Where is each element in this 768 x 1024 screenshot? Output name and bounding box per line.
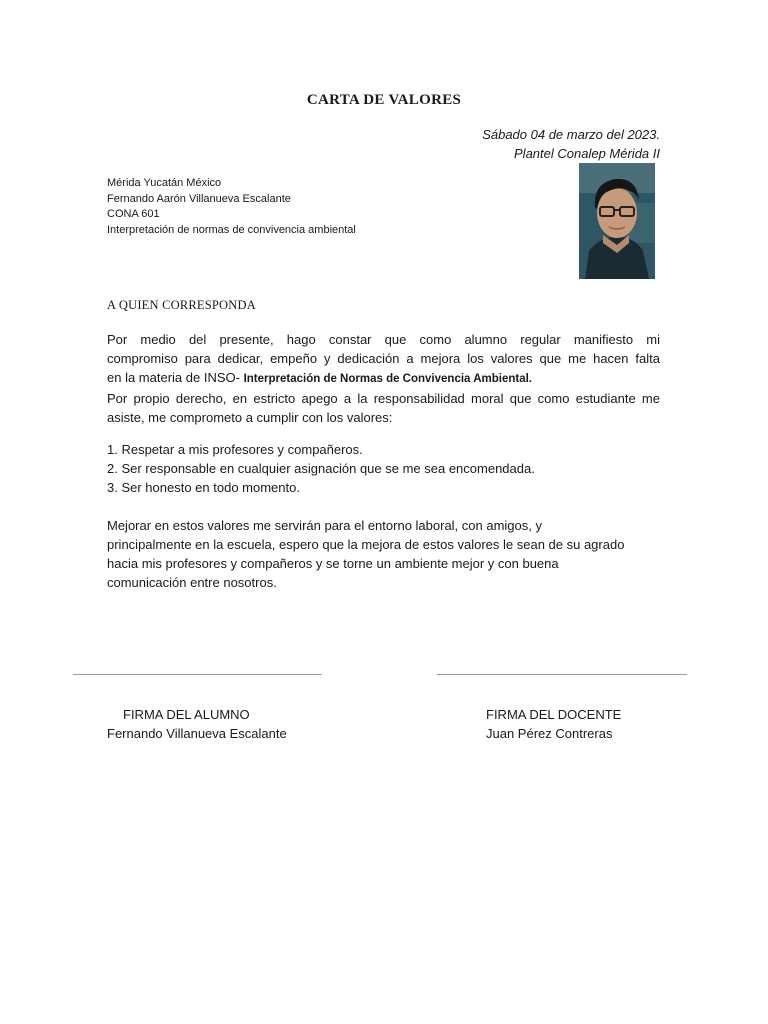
teacher-signature-line: [437, 674, 687, 675]
list-item: 2. Ser responsable en cualquier asignación que se me sea encomendada.: [107, 461, 535, 476]
list-item: 3. Ser honesto en todo momento.: [107, 480, 300, 495]
list-item: 1. Respetar a mis profesores y compañeros.: [107, 442, 363, 457]
campus-line: Plantel Conalep Mérida II: [514, 146, 660, 161]
date-block: [482, 125, 660, 163]
teacher-signature-block: [486, 705, 621, 743]
teacher-signature-label: FIRMA DEL DOCENTE: [486, 707, 622, 722]
paragraph-closing: [107, 516, 660, 592]
student-signature-block: [107, 705, 287, 743]
group: CONA 601: [107, 208, 160, 220]
date-line: Sábado 04 de marzo del 2023.: [482, 127, 660, 142]
paragraph-intro: [107, 330, 660, 427]
paragraph-intro-line-3: [107, 368, 660, 389]
subject-name-bold: Interpretación de Normas de Convivencia Ambiental.: [243, 373, 532, 385]
paragraph-closing-line-4: comunicación entre nosotros.: [107, 575, 277, 590]
paragraph-closing-line-1: Mejorar en estos valores me servirán para el entorno laboral, con amigos, y: [107, 518, 542, 533]
paragraph-intro-line-2: compromiso para dedicar, empeño y dedicación a mejora los valores que me hacen falta: [107, 351, 660, 366]
student-signature-name: Fernando Villanueva Escalante: [107, 726, 287, 741]
paragraph-closing-line-3: hacia mis profesores y compañeros y se torne un ambiente mejor y con buena: [107, 556, 559, 571]
location: Mérida Yucatán México: [107, 177, 222, 189]
paragraph-closing-line-2: principalmente en la escuela, espero que la mejora de estos valores le sean de su agrado: [107, 537, 625, 552]
document-title: CARTA DE VALORES: [306, 92, 462, 108]
student-signature-label: FIRMA DEL ALUMNO: [123, 707, 250, 722]
paragraph-intro-line-1: Por medio del presente, hago constar que como alumno regular manifiesto mi: [107, 332, 660, 347]
greeting: A QUIEN CORRESPONDA: [107, 298, 256, 312]
student-info: [107, 176, 356, 238]
paragraph-commitment-line-1: Por propio derecho, en estricto apego a la responsabilidad moral que como estudiante me: [107, 391, 660, 406]
subject-prefix: en la materia de INSO-: [107, 370, 244, 385]
paragraph-commitment-line-2: asiste, me comprometo a cumplir con los valores:: [107, 410, 393, 425]
subject: Interpretación de normas de convivencia ambiental: [107, 223, 356, 236]
teacher-signature-name: Juan Pérez Contreras: [486, 726, 613, 741]
student-photo: [579, 163, 655, 279]
student-signature-line: [73, 674, 322, 675]
student-name: Fernando Aarón Villanueva Escalante: [107, 192, 291, 205]
values-list: [107, 440, 535, 497]
